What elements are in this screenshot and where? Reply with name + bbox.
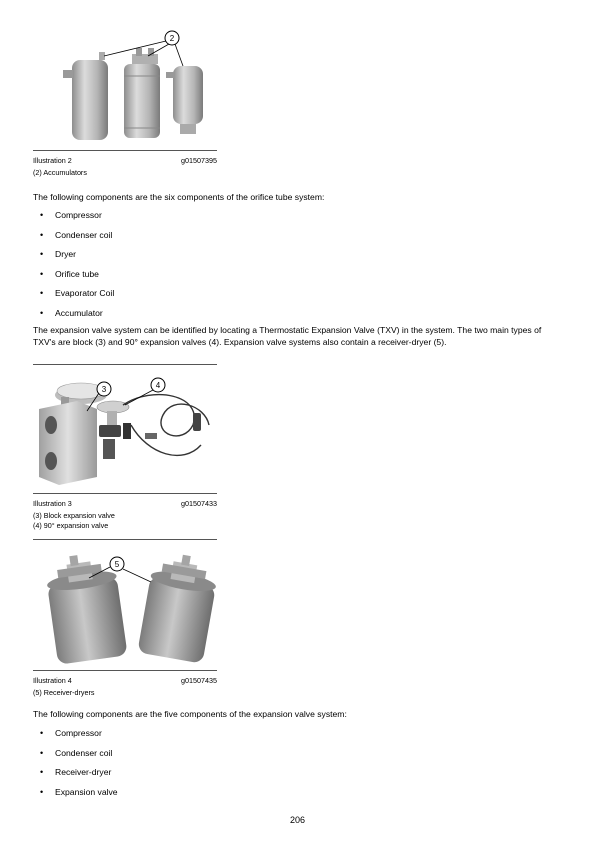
list-item: • Compressor bbox=[40, 728, 118, 748]
accumulators-image bbox=[33, 28, 217, 148]
illustration-code: g01507395 bbox=[181, 156, 217, 165]
list-item: • Evaporator Coil bbox=[40, 288, 114, 308]
legend-item: (5) Receiver-dryers bbox=[33, 688, 95, 697]
illustration-divider bbox=[33, 150, 217, 151]
illustration-3 bbox=[33, 364, 217, 530]
expansion-valves-image bbox=[33, 365, 217, 491]
expansion-paragraph: The expansion valve system can be identified by locating a Thermostatic Expansion Valve (TXV) in the system. The two main types of TXV's are block (3) and 90° expansion valves (4). Expansion valve systems also contain a receiver-dryer (5). bbox=[33, 325, 542, 347]
illustration-code: g01507433 bbox=[181, 499, 217, 508]
illustration-4 bbox=[33, 539, 217, 698]
list-item: • Condenser coil bbox=[40, 748, 118, 768]
list-item: • Expansion valve bbox=[40, 787, 118, 807]
page-number: 206 bbox=[289, 815, 306, 825]
legend-item: (4) 90° expansion valve bbox=[33, 520, 109, 530]
list-item: • Condenser coil bbox=[40, 230, 114, 250]
intro-expansion: The following components are the five components of the expansion valve system: bbox=[33, 709, 347, 719]
illustration-2 bbox=[33, 28, 217, 178]
list-item: • Receiver-dryer bbox=[40, 767, 118, 787]
list-item: • Compressor bbox=[40, 210, 114, 230]
legend-item: (2) Accumulators bbox=[33, 168, 87, 177]
list-item: • Accumulator bbox=[40, 308, 114, 328]
callout-5: 5 bbox=[114, 560, 120, 569]
illustration-label: Illustration 4 bbox=[33, 676, 72, 685]
legend-item: (3) Block expansion valve bbox=[33, 511, 115, 520]
illustration-divider bbox=[33, 670, 217, 671]
list-item: • Orifice tube bbox=[40, 269, 114, 289]
illustration-label: Illustration 3 bbox=[33, 499, 72, 508]
callout-4: 4 bbox=[155, 381, 161, 390]
intro-orifice: The following components are the six components of the orifice tube system: bbox=[33, 192, 325, 202]
illustration-code: g01507435 bbox=[181, 676, 217, 685]
illustration-divider bbox=[33, 493, 217, 494]
list-item: • Dryer bbox=[40, 249, 114, 269]
receiver-dryers-image bbox=[33, 540, 217, 668]
expansion-components-list bbox=[40, 728, 118, 806]
orifice-components-list bbox=[40, 210, 114, 328]
callout-2: 2 bbox=[169, 34, 175, 43]
illustration-label: Illustration 2 bbox=[33, 156, 72, 165]
callout-3: 3 bbox=[101, 385, 107, 394]
